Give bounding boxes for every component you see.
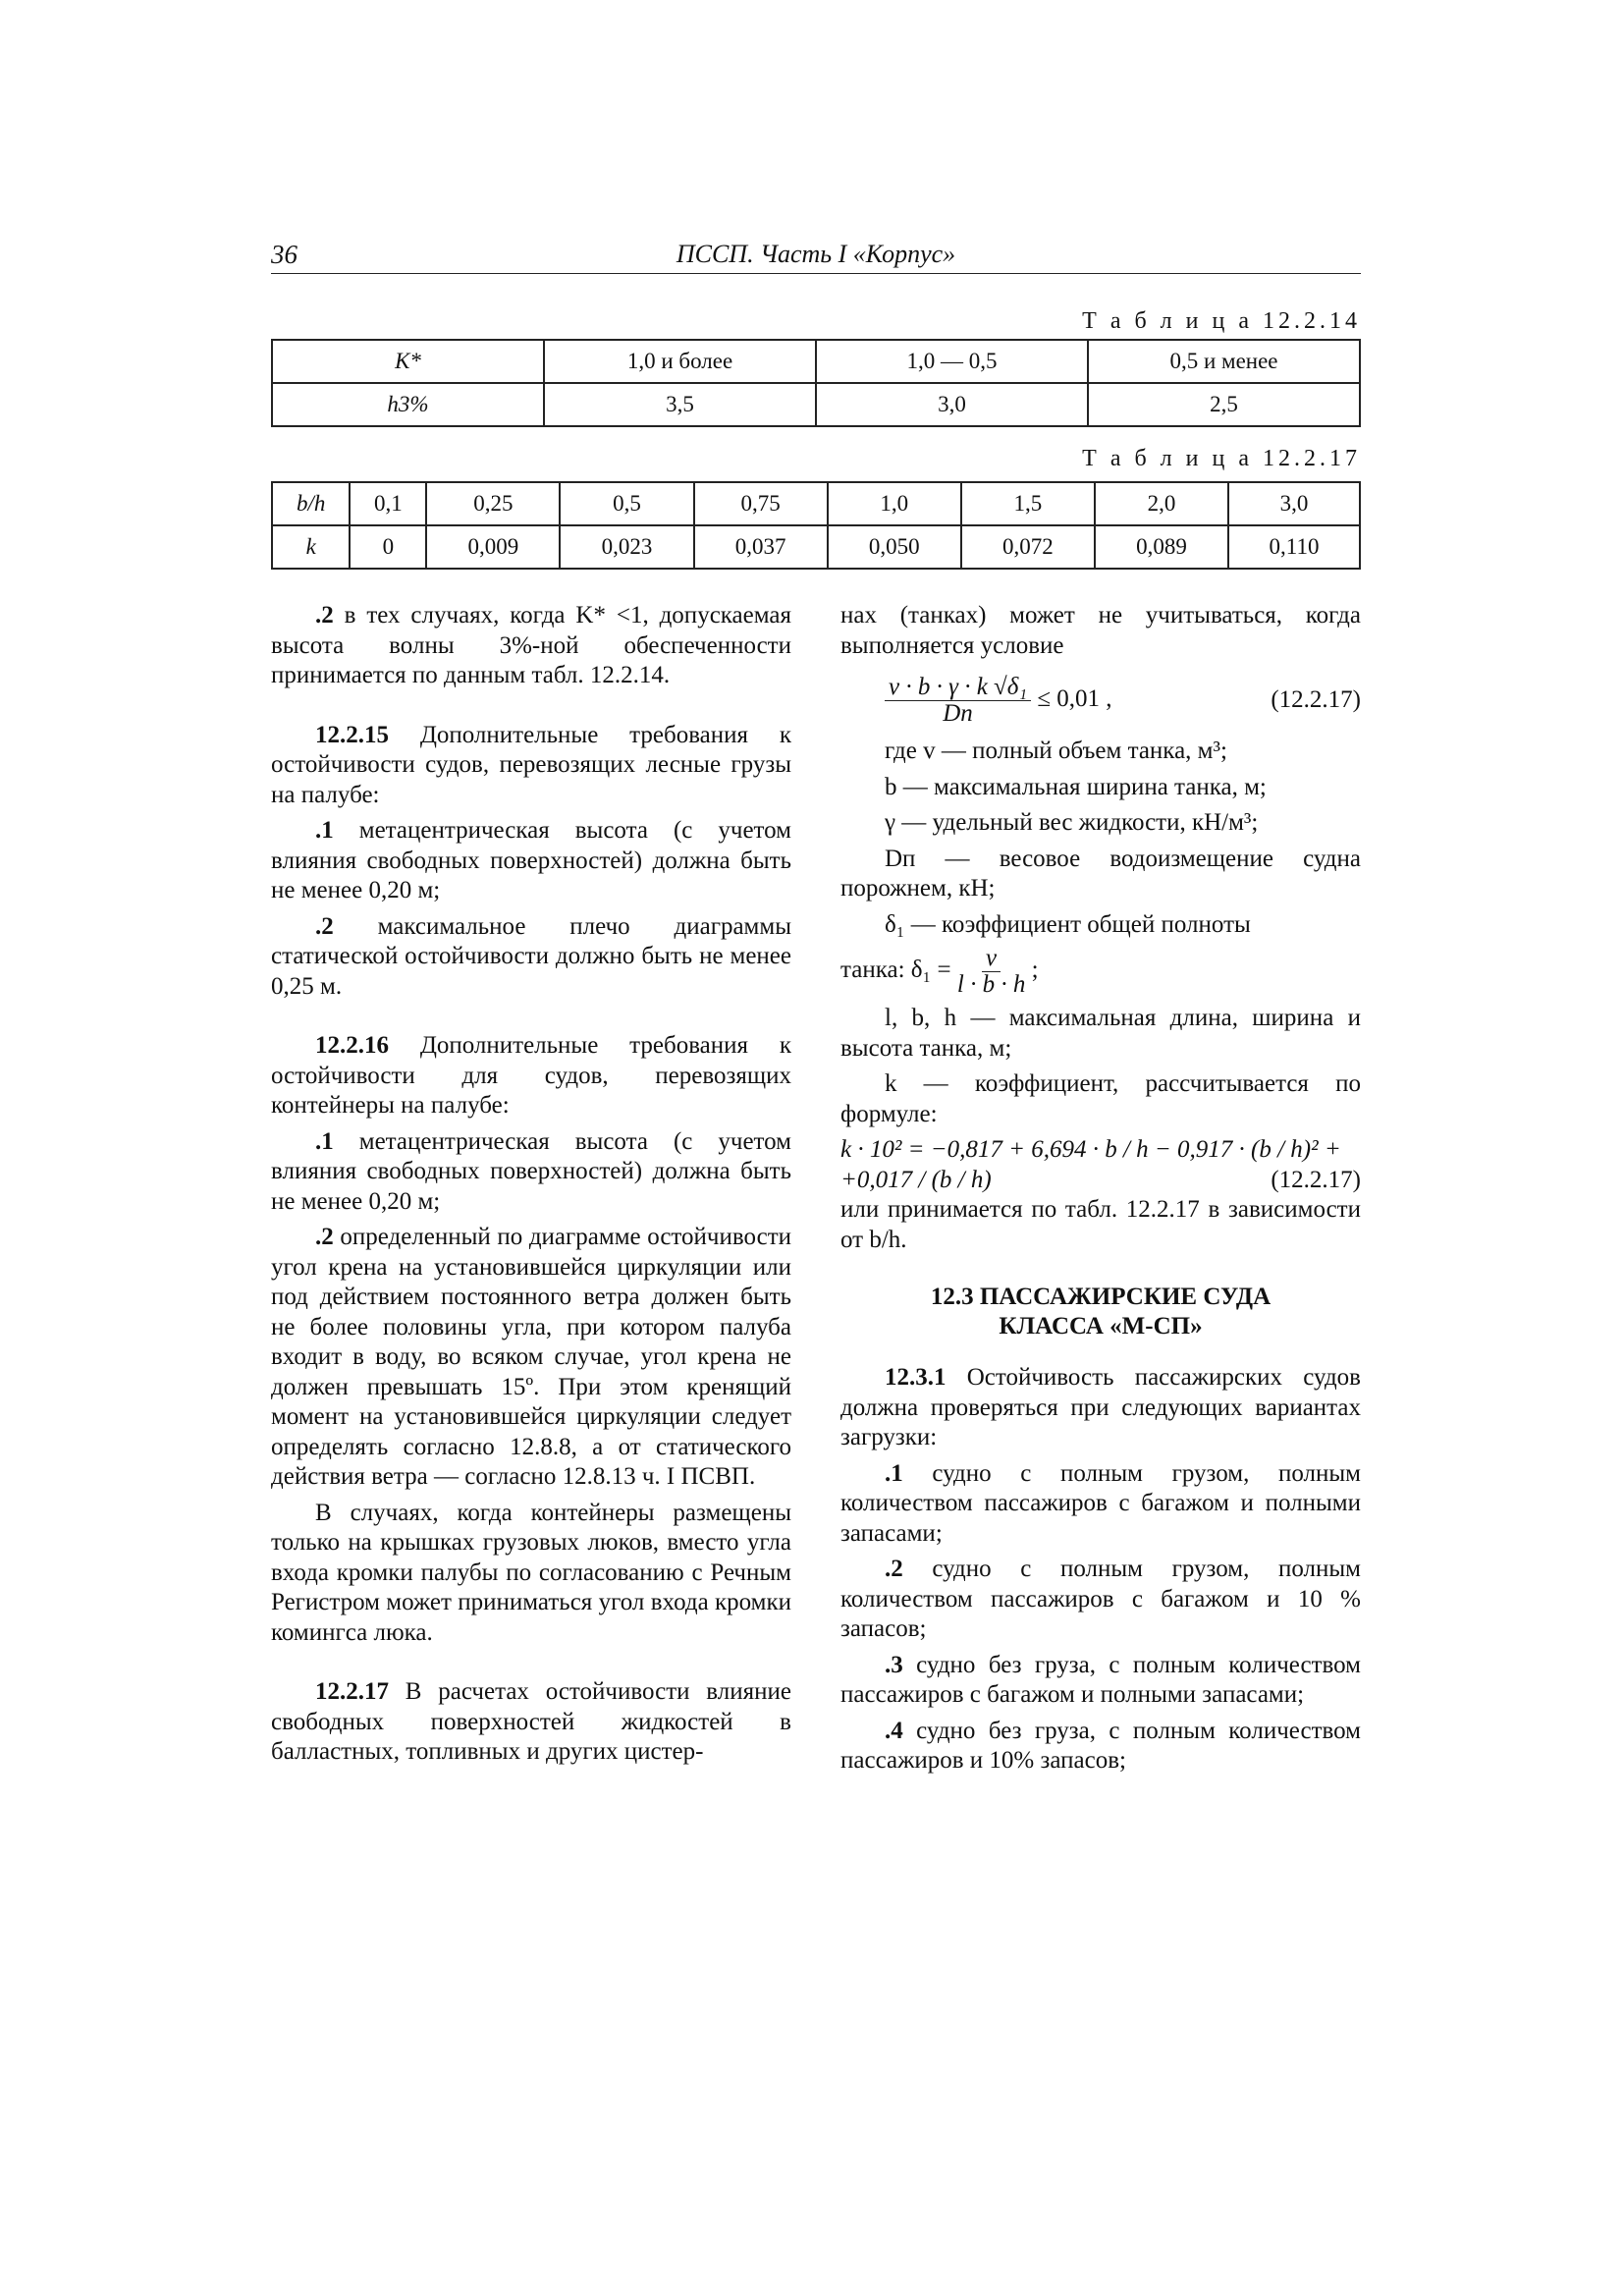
table-cell: 0,009 xyxy=(426,525,560,569)
section-heading-12-3: 12.3 ПАССАЖИРСКИЕ СУДА КЛАССА «М-СП» xyxy=(930,1284,1271,1339)
formula-denominator: l · b · h xyxy=(956,971,1026,998)
table-row xyxy=(272,482,1360,525)
table-cell: 0 xyxy=(350,525,426,569)
table-cell: 0,023 xyxy=(560,525,693,569)
formula-ref: (12.2.17) xyxy=(1271,1166,1361,1193)
table-cell: 3,0 xyxy=(816,383,1088,426)
paragraph: 12.3.1 Остойчивость пассажирских судов должна проверяться при следующих вариантах загрузки: xyxy=(840,1364,1361,1450)
formula-numerator: v · b · γ · k √δ₁ xyxy=(885,675,1031,701)
formula-rhs: ≤ 0,01 , xyxy=(1037,685,1112,713)
table-cell: k xyxy=(272,525,350,569)
table-cell: 2,5 xyxy=(1088,383,1360,426)
table-cell: 1,0 — 0,5 xyxy=(816,340,1088,383)
formula-ref: (12.2.17) xyxy=(1271,686,1361,714)
paragraph: танка: δ₁ = $\frac{v}{l \cdot b \cdot h}$ ; xyxy=(840,945,1039,998)
paragraph: .4 судно без груза, с полным количеством пассажиров и 10% запасов; xyxy=(840,1717,1361,1774)
paragraph: .2 в тех случаях, когда K* <1, допускаемая высота волны 3%-ной обеспеченности принимается по данным табл. 12.2.14. xyxy=(271,602,791,688)
table-cell: b/h xyxy=(272,482,350,525)
paragraph: .1 судно с полным грузом, полным количеством пассажиров с багажом и полными запасами; xyxy=(840,1459,1361,1547)
table-12-2-14 xyxy=(271,339,1361,427)
table-cell: K* xyxy=(272,340,544,383)
table-caption-12-2-14: Т а б л и ц а 12.2.14 xyxy=(1082,308,1361,334)
page-number: 36 xyxy=(271,240,298,269)
table-cell: h3% xyxy=(272,383,544,426)
paragraph: В случаях, когда контейнеры размещены только на крышках грузовых люков, вместо угла входа кромки палубы по согласованию с Речным Регистром может приниматься угол входа кромки комингса люка. xyxy=(271,1499,791,1646)
left-column xyxy=(271,601,791,1774)
formula-denominator: Dп xyxy=(943,700,973,727)
table-cell: 0,089 xyxy=(1095,525,1228,569)
paragraph: 12.2.15 Дополнительные требования к остойчивости судов, перевозящих лесные грузы на палубе: xyxy=(271,721,791,808)
paragraph: .2 судно с полным грузом, полным количеством пассажиров с багажом и 10 % запасов; xyxy=(840,1556,1361,1642)
paragraph: .3 судно без груза, с полным количеством пассажиров с багажом и полными запасами; xyxy=(840,1651,1361,1708)
paragraph: 12.2.17 В расчетах остойчивости влияние свободных поверхностей жидкостей в балластных, топливных и других цистер- xyxy=(271,1678,791,1765)
table-row xyxy=(272,383,1360,426)
table-cell: 0,75 xyxy=(694,482,828,525)
table-12-2-17 xyxy=(271,481,1361,570)
paragraph: k — коэффициент, рассчитывается по формуле: xyxy=(840,1070,1361,1127)
table-caption-12-2-17: Т а б л и ц а 12.2.17 xyxy=(1082,446,1361,471)
paragraph: .2 определенный по диаграмме остойчивости угол крена на установившейся циркуляции или под действием постоянного ветра должен быть не более половины угла, при котором палуба входит в воду, во всяком случае, угол крена не должен превышать 15º. При этом кренящий момент на установившейся циркуляции следует определять согласно 12.8.8, а от статического действия ветра — согласно 12.8.13 ч. I ПСВП. xyxy=(271,1224,791,1490)
right-column xyxy=(840,601,1361,1782)
table-cell: 0,5 xyxy=(560,482,693,525)
paragraph: .1 метацентрическая высота (с учетом влияния свободных поверхностей) должна быть не менее 0,20 м; xyxy=(271,1127,791,1215)
table-cell: 0,050 xyxy=(828,525,961,569)
formula-k-line1: k · 10² = −0,817 + 6,694 · b / h − 0,917 · (b / h)² + xyxy=(840,1136,1341,1163)
table-cell: 1,0 xyxy=(828,482,961,525)
paragraph: нах (танках) может не учитываться, когда выполняется условие xyxy=(840,602,1361,659)
formula-12-2-17-condition xyxy=(885,675,1361,727)
formula-numerator: v xyxy=(982,946,1001,972)
table-cell: 1,0 и более xyxy=(544,340,816,383)
running-title: ПССП. Часть I «Корпус» xyxy=(676,240,956,268)
table-cell: 0,25 xyxy=(426,482,560,525)
table-cell: 0,072 xyxy=(961,525,1095,569)
page-header xyxy=(271,240,1361,274)
paragraph: l, b, h — максимальная длина, ширина и высота танка, м; xyxy=(840,1005,1361,1062)
table-cell: 1,5 xyxy=(961,482,1095,525)
paragraph: b — максимальная ширина танка, м; xyxy=(885,773,1267,800)
paragraph: где v — полный объем танка, м³; xyxy=(885,738,1227,764)
paragraph: Dп — весовое водоизмещение судна порожнем, кН; xyxy=(840,845,1361,902)
paragraph: 12.2.16 Дополнительные требования к остойчивости для судов, перевозящих контейнеры на палубе: xyxy=(271,1032,791,1119)
paragraph: или принимается по табл. 12.2.17 в зависимости от b/h. xyxy=(840,1196,1361,1253)
paragraph: .2 максимальное плечо диаграммы статической остойчивости должно быть не менее 0,25 м. xyxy=(271,912,791,1000)
table-cell: 0,5 и менее xyxy=(1088,340,1360,383)
table-cell: 2,0 xyxy=(1095,482,1228,525)
table-cell: 0,110 xyxy=(1228,525,1360,569)
formula-k-line2: +0,017 / (b / h) (12.2.17) xyxy=(840,1166,1361,1196)
table-cell: 3,0 xyxy=(1228,482,1360,525)
table-cell: 0,1 xyxy=(350,482,426,525)
table-row xyxy=(272,525,1360,569)
table-cell: 0,037 xyxy=(694,525,828,569)
paragraph: γ — удельный вес жидкости, кН/м³; xyxy=(885,809,1259,836)
table-cell: 3,5 xyxy=(544,383,816,426)
table-row xyxy=(272,340,1360,383)
paragraph: δ₁ — коэффициент общей полноты xyxy=(885,910,1251,938)
paragraph: .1 метацентрическая высота (с учетом влияния свободных поверхностей) должна быть не менее 0,20 м; xyxy=(271,817,791,903)
